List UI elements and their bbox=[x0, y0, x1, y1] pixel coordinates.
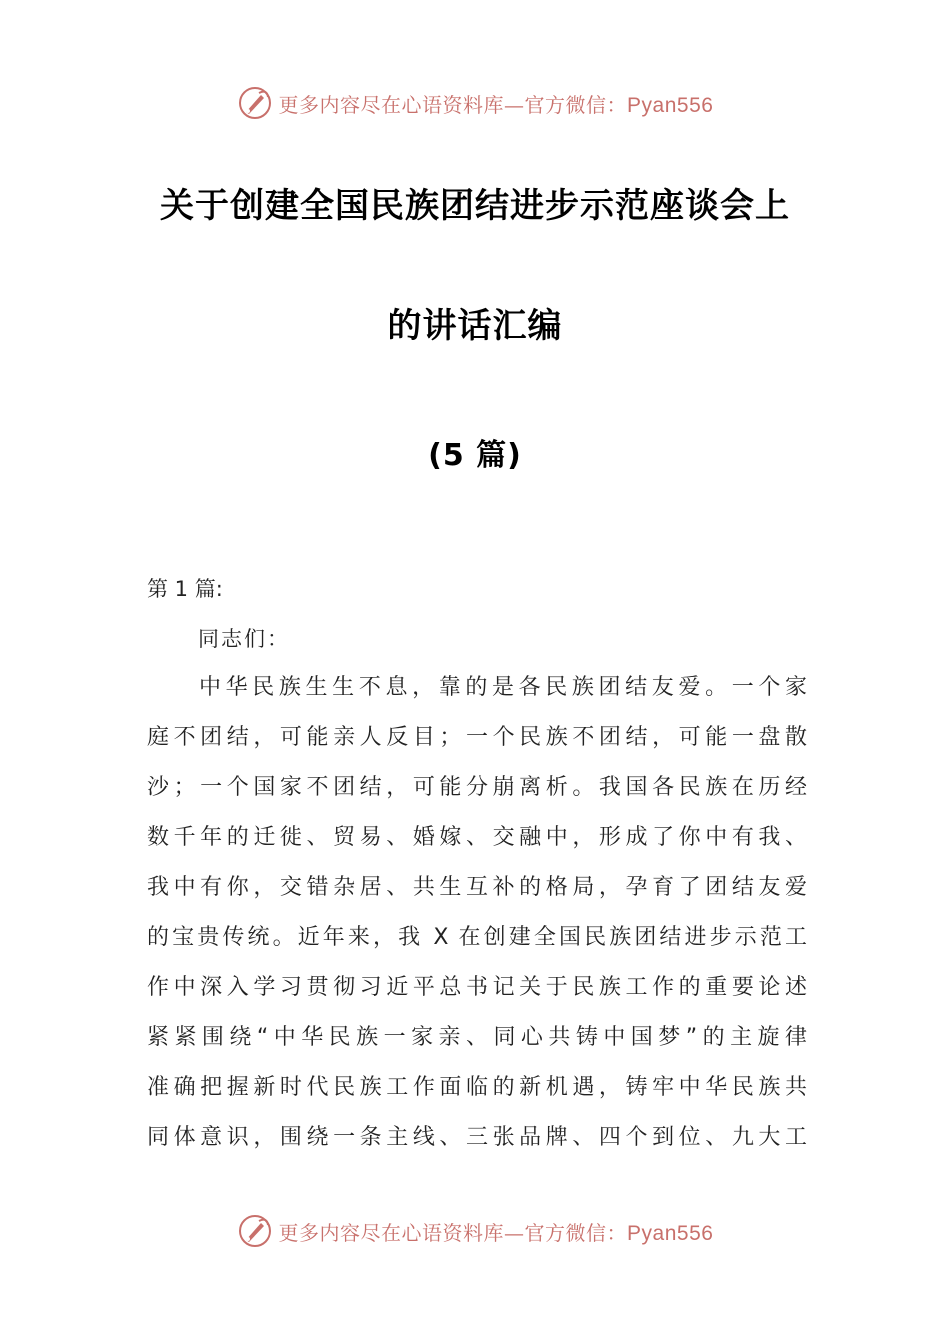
wechat-id: Pyan556 bbox=[627, 1221, 714, 1245]
section-heading: 第 1 篇: bbox=[147, 577, 223, 601]
body-line: 我中有你，交错杂居、共生互补的格局，孕育了团结友爱 bbox=[147, 875, 807, 900]
document-title-line-2: 的讲话汇编 bbox=[387, 306, 563, 346]
watermark-text: 更多内容尽在心语资料库—官方微信：Pyan556 bbox=[278, 92, 714, 117]
watermark-banner-top bbox=[0, 83, 950, 123]
pen-logo-icon bbox=[237, 85, 273, 121]
document-title-count: (5 篇) bbox=[428, 438, 522, 473]
body-line: 作中深入学习贯彻习近平总书记关于民族工作的重要论述 bbox=[147, 975, 807, 1000]
body-line: 准确把握新时代民族工作面临的新机遇，铸牢中华民族共 bbox=[147, 1075, 807, 1100]
body-line: 紧紧围绕“中华民族一家亲、同心共铸中国梦”的主旋律 bbox=[147, 1025, 807, 1050]
body-line: 中华民族生生不息，靠的是各民族团结友爱。一个家 bbox=[199, 675, 807, 700]
document-title-line-1: 关于创建全国民族团结进步示范座谈会上 bbox=[160, 186, 790, 226]
body-line: 的宝贵传统。近年来，我 X 在创建全国民族团结进步示范工 bbox=[147, 925, 807, 950]
body-line: 庭不团结，可能亲人反目；一个民族不团结，可能一盘散 bbox=[147, 725, 807, 750]
pen-logo-icon bbox=[237, 1213, 273, 1249]
body-line: 沙；一个国家不团结，可能分崩离析。我国各民族在历经 bbox=[147, 775, 807, 800]
body-paragraph bbox=[147, 673, 807, 1173]
salutation: 同志们： bbox=[198, 627, 290, 651]
watermark-banner-bottom bbox=[0, 1211, 950, 1251]
body-line: 同体意识，围绕一条主线、三张品牌、四个到位、九大工 bbox=[147, 1125, 807, 1150]
watermark-text: 更多内容尽在心语资料库—官方微信：Pyan556 bbox=[278, 1220, 714, 1245]
wechat-id: Pyan556 bbox=[627, 93, 714, 117]
body-line: 数千年的迁徙、贸易、婚嫁、交融中，形成了你中有我、 bbox=[147, 825, 807, 850]
